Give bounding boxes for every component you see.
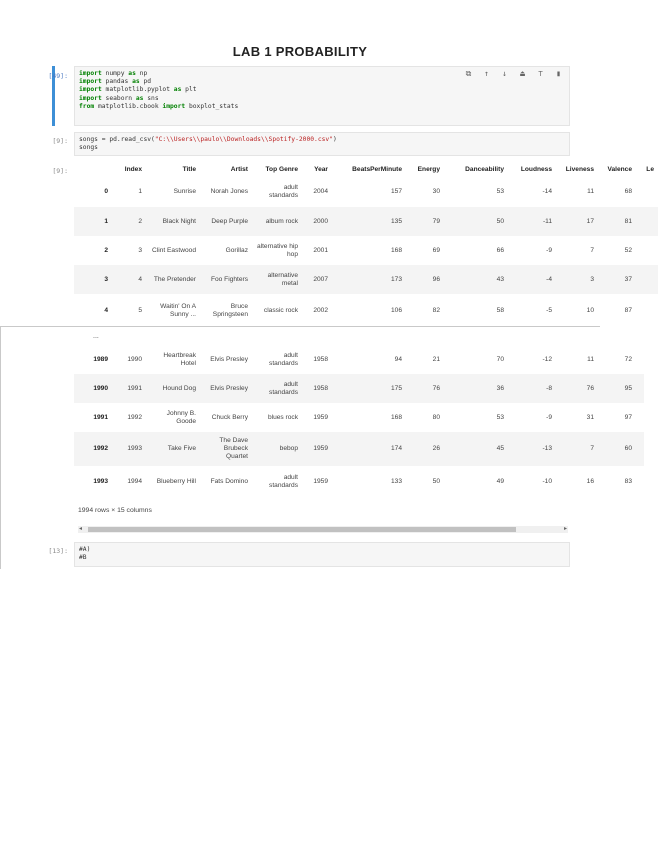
table-cell: Fats Domino [210,477,248,485]
table-cell: 1 [138,188,142,195]
table-cell: 1959 [313,413,328,421]
page-divider [0,326,600,327]
table-cell: 174 [332,432,406,466]
dataframe-table-top [74,162,658,327]
table-cell: alternative hip hop [256,242,298,258]
table-cell: 60 [598,432,636,466]
code-text: songs = pd.read_csv( [79,136,155,143]
table-row-summary: 1994 rows × 15 columns [78,507,152,514]
table-cell: 1990 [127,355,142,363]
table-cell: 5 [138,306,142,314]
code-string: "C:\\Users\\paulo\\Downloads\\Spotify-2000.csv" [154,136,334,143]
table-cell: 52 [624,246,632,254]
row-index: 1992 [74,432,112,466]
column-header: Le [646,166,654,173]
code-keyword: as [135,94,144,102]
table-cell-truncated [636,207,658,236]
table-cell: 135 [332,207,406,236]
table-cell-truncated [636,265,658,294]
table-cell: 82 [432,306,440,314]
table-cell: Sunrise [173,188,196,195]
code-cell-read-csv[interactable] [74,132,570,156]
code-keyword: import [79,70,102,77]
row-index: 1991 [93,413,108,421]
table-cell: adult standards [269,184,298,199]
table-cell: 1991 [112,374,146,403]
code-keyword: import [162,102,186,110]
table-row [74,374,644,403]
code-text: ) [333,136,337,143]
table-cell: 87 [624,306,632,314]
table-cell-truncated [636,294,658,327]
delete-icon[interactable]: ▮ [556,69,561,78]
table-cell: 68 [624,188,632,195]
code-line [79,86,565,94]
column-header: BeatsPerMinute [352,166,402,173]
table-cell: 31 [586,413,594,421]
table-cell: 1958 [302,374,332,403]
table-cell: 175 [332,374,406,403]
code-keyword: import [79,94,102,102]
table-cell: album rock [252,207,302,236]
copy-icon[interactable]: ⧉ [465,69,472,78]
move-up-icon[interactable]: ↑ [484,69,489,78]
cell-prompt-last: [13]: [48,547,68,555]
table-row [74,236,658,265]
table-cell-truncated [636,403,644,432]
code-keyword: import [79,86,102,94]
table-cell: Chuck Berry [211,413,248,421]
table-cell: 168 [390,246,402,254]
code-keyword: from [79,102,95,110]
code-text: np [135,70,148,77]
code-text: numpy [101,70,129,77]
table-cell: -13 [508,432,556,466]
output-prompt-read-csv: [9]: [52,167,68,175]
table-cell: 2001 [313,246,328,254]
table-cell: 2002 [313,306,328,314]
table-ellipsis: ... [93,333,99,340]
column-header: Danceability [465,166,504,173]
table-cell: -4 [508,265,556,294]
table-cell-truncated [636,177,658,207]
row-index: 1989 [93,355,108,363]
code-cell-imports[interactable] [74,66,570,126]
code-keyword: as [173,86,182,94]
table-row [74,432,644,466]
cell-toolbar [464,70,563,78]
table-cell: 1959 [302,432,332,466]
code-line [79,103,565,111]
table-cell: 133 [390,477,402,485]
table-cell: Elvis Presley [200,374,252,403]
insert-icon[interactable]: ⏏ [520,69,525,78]
table-row [74,207,658,236]
table-cell: adult standards [269,473,298,489]
table-row [74,345,644,374]
row-index: 4 [104,306,108,314]
code-keyword: import [79,78,102,86]
table-cell: 53 [496,413,504,421]
table-cell: 1994 [127,477,142,485]
table-cell: 3 [556,265,598,294]
table-cell: The Pretender [146,265,200,294]
table-cell: 4 [112,265,146,294]
table-cell: blues rock [267,413,298,421]
table-cell: 50 [444,207,508,236]
code-text: pandas [101,78,133,86]
table-cell: 1992 [127,413,142,421]
table-cell: 95 [598,374,636,403]
page-divider-left [0,326,1,569]
table-cell: -9 [546,246,552,254]
horizontal-scrollbar[interactable] [78,526,568,533]
table-cell: Hound Dog [146,374,200,403]
table-cell: -11 [508,207,556,236]
table-cell: 69 [432,246,440,254]
table-cell: 49 [496,477,504,485]
table-cell: 80 [432,413,440,421]
code-keyword: as [132,78,140,86]
scroll-right-icon[interactable]: ▸ [563,526,567,532]
table-cell: classic rock [263,306,298,314]
table-cell: 7 [556,432,598,466]
table-cell-truncated [636,432,644,466]
column-header: Valence [607,166,632,173]
column-header: Index [124,166,142,173]
table-cell: adult standards [269,351,298,367]
page-title: LAB 1 PROBABILITY [232,44,368,59]
table-row [74,294,658,327]
column-header: Energy [417,166,440,173]
row-index: 1993 [93,477,108,485]
table-cell: 106 [390,306,402,314]
table-cell: 1959 [313,477,328,485]
table-cell-truncated [636,236,658,265]
table-cell: alternative metal [252,265,302,294]
table-cell: -8 [508,374,556,403]
code-keyword: as [128,70,136,77]
code-text: plt [181,86,197,94]
table-cell: 3 [138,246,142,254]
table-cell: adult standards [252,374,302,403]
table-cell: -12 [542,355,552,363]
table-cell: Deep Purple [200,207,252,236]
scrollbar-thumb[interactable] [88,527,516,532]
row-index: 1990 [74,374,112,403]
table-cell: Take Five [146,432,200,466]
code-text: matplotlib.pyplot [101,86,174,94]
table-cell: 173 [332,265,406,294]
column-header: Title [182,166,196,173]
cell-prompt-read-csv: [9]: [52,137,68,145]
row-index: 1 [74,207,112,236]
dataframe-table-bottom [74,345,644,497]
table-cell: 83 [624,477,632,485]
table-cell: Clint Eastwood [152,246,196,254]
table-cell: 168 [390,413,402,421]
table-cell: bebop [252,432,302,466]
table-cell: Gorillaz [225,246,248,254]
table-cell: Heartbreak Hotel [163,351,196,367]
table-cell: 37 [598,265,636,294]
table-cell: 96 [406,265,444,294]
code-comment: #A) [79,546,91,553]
table-cell: 36 [444,374,508,403]
code-text: seaborn [101,94,136,102]
code-text: matplotlib.cbook [94,102,163,110]
table-row [74,177,658,207]
table-cell: Elvis Presley [210,355,248,363]
column-header: Liveness [565,166,594,173]
code-line: songs [79,144,98,152]
column-header [74,162,112,177]
column-header: Loudness [520,166,552,173]
table-cell-truncated [636,345,644,374]
row-index: 0 [104,188,108,195]
table-cell: 70 [496,355,504,363]
table-cell: -5 [546,306,552,314]
code-text: pd [139,78,152,86]
column-header: Top Genre [265,166,298,173]
table-row [74,466,644,497]
table-cell: Blueberry Hill [156,477,196,485]
table-row [74,403,644,432]
table-cell: Bruce Springsteen [212,302,248,318]
table-cell: 10 [586,306,594,314]
table-cell: 66 [496,246,504,254]
table-cell: 43 [444,265,508,294]
table-cell: 53 [496,188,504,195]
table-cell: 72 [624,355,632,363]
table-cell: Waitin' On A Sunny ... [160,302,196,318]
table-cell: -10 [542,477,552,485]
table-cell: 2004 [313,188,328,195]
table-cell: 2007 [302,265,332,294]
table-cell: 2000 [302,207,332,236]
table-cell: 16 [586,477,594,485]
row-index: 3 [74,265,112,294]
table-cell: 30 [432,188,440,195]
table-cell: 17 [556,207,598,236]
table-cell: 2 [112,207,146,236]
table-cell: 157 [390,188,402,195]
table-cell: -14 [542,188,552,195]
table-cell: 76 [556,374,598,403]
table-cell-truncated [636,466,644,497]
table-cell: 21 [432,355,440,363]
table-cell: 1958 [313,355,328,363]
code-text: sns [143,94,159,102]
table-cell: 45 [444,432,508,466]
table-cell: 58 [496,306,504,314]
table-cell: 79 [406,207,444,236]
table-cell: 11 [587,188,594,195]
table-cell: 11 [587,355,594,363]
table-cell: Black Night [146,207,200,236]
table-row [74,265,658,294]
merge-icon[interactable]: ⊤ [538,69,543,78]
table-cell: 81 [598,207,636,236]
table-cell: 26 [406,432,444,466]
table-cell: 7 [590,246,594,254]
table-cell: 97 [624,413,632,421]
table-cell-truncated [636,374,644,403]
table-cell: 94 [394,355,402,363]
table-cell: 50 [432,477,440,485]
code-comment: #B [79,554,87,562]
column-header: Artist [230,166,248,173]
table-cell: The Dave Brubeck Quartet [200,432,252,466]
row-index: 2 [104,246,108,254]
table-cell: -9 [546,413,552,421]
table-cell: 1993 [112,432,146,466]
column-header: Year [314,166,328,173]
move-down-icon[interactable]: ↓ [502,69,507,78]
code-line [79,95,565,103]
code-cell-last[interactable] [74,542,570,567]
table-cell: 76 [406,374,444,403]
table-cell: Johnny B. Goode [166,409,196,425]
cell-prompt-imports: [49]: [48,72,68,80]
scroll-left-icon[interactable]: ◂ [79,526,83,532]
table-cell: Norah Jones [210,188,248,195]
table-cell: Foo Fighters [200,265,252,294]
code-text: boxplot_stats [185,102,239,110]
